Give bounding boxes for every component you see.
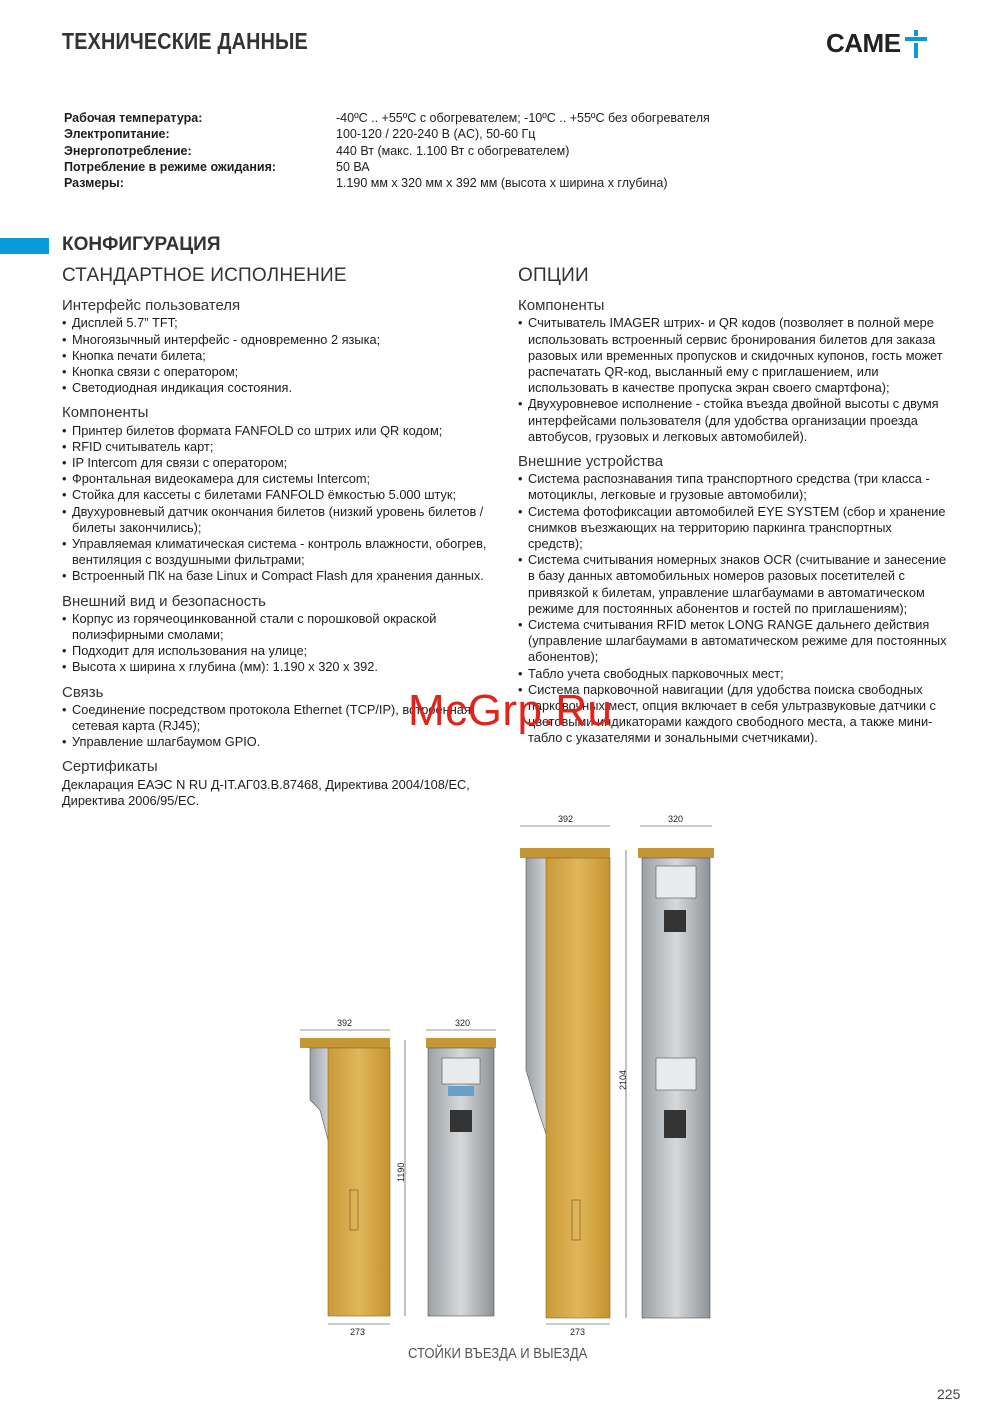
section-heading: Внешние устройства	[518, 453, 664, 471]
list-item: • Система считывания номерных знаков OCR (считывание и занесение в базу данных автомобильных номеров разовых посетителей с привязкой к билетам, управление шлагбаумами в автоматическом режиме для постоянных абонентов и гостей по приглашениям);	[518, 552, 948, 617]
options-column	[518, 265, 948, 747]
spec-row	[64, 175, 710, 191]
list-item: • Встроенный ПК на базе Linux и Compact Flash для хранения данных.	[62, 568, 502, 584]
list-item: • Дисплей 5.7” TFT;	[62, 315, 502, 331]
standard-title: СТАНДАРТНОЕ ИСПОЛНЕНИЕ	[62, 265, 347, 286]
small-terminal-side	[300, 1018, 406, 1337]
watermark: McGrp.Ru	[408, 686, 613, 735]
list-item: • Кнопка печати билета;	[62, 348, 502, 364]
bullet-list	[518, 315, 948, 445]
dim-small-height: 1190	[396, 1162, 406, 1182]
spec-value: 100-120 / 220-240 В (AC), 50-60 Гц	[336, 127, 536, 142]
list-item: • Управление шлагбаумом GPIO.	[62, 734, 502, 750]
dim-tall-base: 273	[570, 1327, 586, 1337]
spec-row	[64, 143, 710, 159]
section-heading: Компоненты	[518, 297, 605, 315]
came-cross-icon	[905, 30, 927, 58]
logo-text: CAME	[826, 28, 901, 58]
list-item: • Принтер билетов формата FANFOLD со штрих или QR кодом;	[62, 423, 502, 439]
tall-terminal-front	[638, 814, 714, 1318]
section-heading: Интерфейс пользователя	[62, 297, 241, 315]
dim-small-width: 320	[455, 1018, 471, 1028]
section-heading: Связь	[62, 683, 104, 701]
spec-label: Размеры:	[64, 176, 124, 191]
list-item: • Многоязычный интерфейс - одновременно 2 языка;	[62, 332, 502, 348]
spec-value: -40ºC .. +55ºC с обогревателем; -10ºC .. +55ºC без обогревателя	[336, 111, 710, 125]
spec-label: Энергопотребление:	[64, 143, 192, 158]
tall-terminal-side	[520, 814, 628, 1337]
list-item: • Система фотофиксации автомобилей EYE SYSTEM (сбор и хранение снимков въезжающих на территорию паркинга транспортных средств);	[518, 504, 948, 553]
figure-caption: СТОЙКИ ВЪЕЗДА И ВЫЕЗДА	[408, 1346, 588, 1362]
dim-tall-height: 2104	[618, 1069, 628, 1090]
spec-row	[64, 159, 710, 175]
dim-small-depth: 392	[337, 1018, 353, 1028]
list-item: • Управляемая климатическая система - контроль влажности, обогрев, вентиляция с воздушными фильтрами;	[62, 536, 502, 568]
list-item: • Фронтальная видеокамера для системы Intercom;	[62, 471, 502, 487]
list-item: • Подходит для использования на улице;	[62, 643, 502, 659]
list-item: • Кнопка связи с оператором;	[62, 364, 502, 380]
list-item: • Высота x ширина x глубина (мм): 1.190 x 320 x 392.	[62, 659, 502, 675]
list-item: • Система парковочной навигации (для удобства поиска свободных парковочных мест, опция включает в себя ультразвуковые датчики с цветовыми индикаторами каждого свободного места, а также мини-табло с указателями и зональными счетчиками).	[518, 682, 948, 747]
bullet-list	[62, 611, 502, 676]
list-item: • Система распознавания типа транспортного средства (три класса - мотоциклы, легковые и грузовые автомобили);	[518, 471, 948, 503]
spec-label: Рабочая температура:	[64, 111, 203, 125]
spec-row	[64, 126, 710, 142]
dim-tall-depth: 392	[558, 814, 574, 824]
section-heading: Компоненты	[62, 404, 149, 422]
list-item: • Светодиодная индикация состояния.	[62, 380, 502, 396]
spec-value: 440 Вт (макс. 1.100 Вт с обогревателем)	[336, 143, 570, 158]
spec-label: Потребление в режиме ожидания:	[64, 159, 277, 174]
options-title: ОПЦИИ	[518, 265, 589, 286]
section-accent-bar	[0, 238, 49, 254]
bullet-list	[62, 315, 502, 396]
spec-value: 1.190 мм x 320 мм x 392 мм (высота x ширина x глубина)	[336, 176, 668, 191]
list-item: • Табло учета свободных парковочных мест;	[518, 666, 948, 682]
list-item: • IP Intercom для связи с оператором;	[62, 455, 502, 471]
dim-small-base: 273	[350, 1327, 366, 1337]
tech-specs	[64, 110, 710, 191]
list-item: • Соединение посредством протокола Ethernet (TCP/IP), встроенная сетевая карта (RJ45);	[62, 702, 502, 734]
section-heading: Внешний вид и безопасность	[62, 592, 266, 610]
list-item: • Корпус из горячеоцинкованной стали с порошковой окраской полиэфирными смолами;	[62, 611, 502, 643]
bullet-list	[62, 423, 502, 585]
page-number: 225	[937, 1386, 961, 1402]
list-item: • Стойка для кассеты с билетами FANFOLD ёмкостью 5.000 штук;	[62, 487, 502, 503]
spec-row	[64, 110, 710, 126]
config-title: КОНФИГУРАЦИЯ	[62, 234, 221, 255]
spec-value: 50 ВА	[336, 159, 370, 174]
list-item: • Двухуровневое исполнение - стойка въезда двойной высоты с двумя интерфейсами пользователя (для удобства организации проезда автобусов, грузовых и легковых автомобилей).	[518, 396, 948, 445]
list-item: • Система считывания RFID меток LONG RANGE дальнего действия (управление шлагбаумами в автоматическом режиме для постоянных абонентов);	[518, 617, 948, 666]
page-title: ТЕХНИЧЕСКИЕ ДАННЫЕ	[62, 28, 308, 54]
list-item: • RFID считыватель карт;	[62, 439, 502, 455]
spec-label: Электропитание:	[64, 127, 170, 142]
certificates-heading: Сертификаты	[62, 758, 158, 776]
certificates-text: Декларация ЕАЭС N RU Д-IT.АГ03.В.87468, Директива 2004/108/EC, Директива 2006/95/EC.	[62, 776, 470, 808]
small-terminal-front	[426, 1018, 496, 1316]
terminal-drawing	[290, 810, 730, 1340]
came-logo	[826, 28, 927, 59]
list-item: • Двухуровневый датчик окончания билетов (низкий уровень билетов / билеты закончились);	[62, 504, 502, 536]
dim-tall-width: 320	[668, 814, 684, 824]
list-item: • Считыватель IMAGER штрих- и QR кодов (позволяет в полной мере использовать встроенный сервис бронирования билетов для заказа разовых или временных пропусков и скидочных купонов, гость может распечатать QR-код, высланный ему с приглашением, или использовать в качестве пропуска экран своего смартфона);	[518, 315, 948, 396]
